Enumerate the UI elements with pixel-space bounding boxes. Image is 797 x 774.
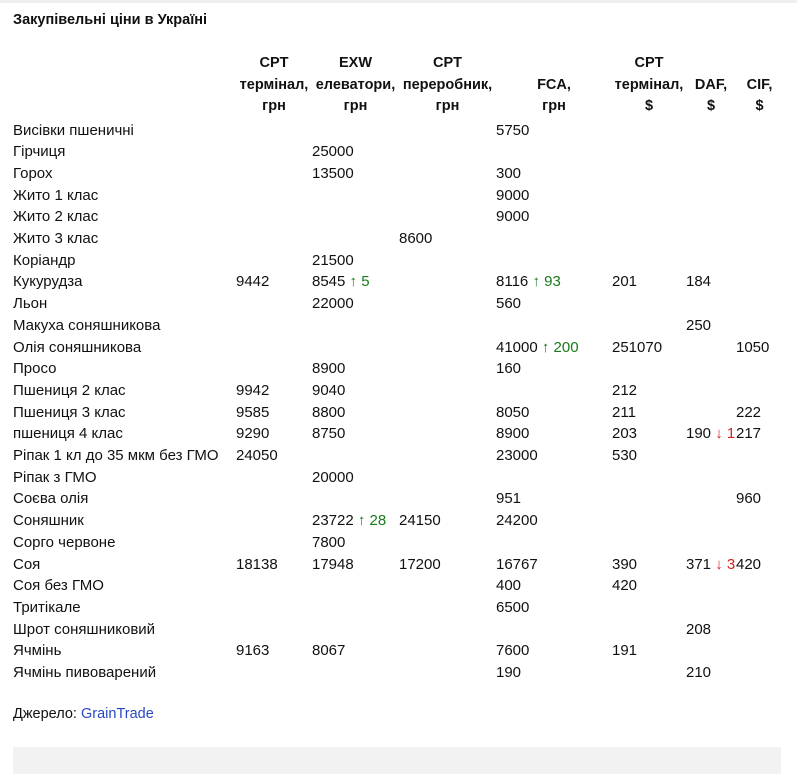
table-row	[13, 315, 783, 337]
price-change-up: ↑ 5	[349, 273, 370, 291]
product-name-cell: Гірчиця	[13, 143, 66, 161]
price-cell-daf-usd	[686, 206, 736, 228]
column-header-line: CPT	[259, 55, 289, 71]
price-cell-cpt-terminal-usd	[612, 185, 686, 207]
price-cell-cpt-processor-uah	[399, 120, 496, 142]
price-cell-cpt-processor-uah	[399, 380, 496, 402]
price-cell-exw-elevators-uah: 8750	[312, 425, 346, 443]
column-header-fca-uah	[496, 53, 612, 120]
price-cell-cpt-processor-uah	[399, 271, 496, 293]
price-cell-fca-uah	[496, 380, 612, 402]
price-cell-cpt-terminal-uah	[236, 532, 312, 554]
price-cell-cpt-terminal-usd	[612, 467, 686, 489]
table-row	[13, 141, 783, 163]
price-cell-daf-usd: 190 ↓ 1	[686, 425, 736, 443]
column-header-line: термінал,	[239, 76, 309, 93]
price-cell-fca-uah: 190	[496, 664, 522, 682]
price-cell-cif-usd	[736, 163, 783, 185]
price-cell-fca-uah	[496, 141, 612, 163]
column-header-line: DAF,	[694, 76, 728, 93]
price-cell-cpt-terminal-usd: 211	[612, 403, 636, 421]
price-cell-exw-elevators-uah	[312, 597, 399, 619]
product-name-cell: Ячмінь пивоварений	[13, 664, 157, 682]
column-header-line: грн	[435, 98, 460, 114]
price-cell-daf-usd	[686, 402, 736, 424]
price-cell-fca-uah: 41000 ↑ 200	[496, 338, 579, 356]
table-row	[13, 402, 783, 424]
table-header-row	[13, 53, 783, 120]
price-cell-cpt-processor-uah	[399, 315, 496, 337]
price-cell-fca-uah: 8116 ↑ 93	[496, 273, 561, 291]
product-name-cell: Макуха соняшникова	[13, 316, 161, 334]
table-row	[13, 380, 783, 402]
price-cell-fca-uah	[496, 467, 612, 489]
table-row	[13, 337, 783, 359]
price-cell-cpt-terminal-usd	[612, 315, 686, 337]
price-cell-daf-usd: 208	[686, 620, 712, 638]
price-cell-daf-usd: 371 ↓ 3	[686, 555, 736, 573]
price-cell-cif-usd: 222	[736, 403, 762, 421]
footer-panel	[13, 747, 781, 774]
price-cell-cpt-terminal-uah	[236, 662, 312, 684]
price-cell-cpt-terminal-usd	[612, 358, 686, 380]
product-name-cell: Соняшник	[13, 512, 84, 530]
table-row	[13, 185, 783, 207]
table-row	[13, 575, 783, 597]
price-cell-fca-uah: 23000	[496, 447, 538, 465]
price-cell-cpt-terminal-usd: 530	[612, 447, 638, 465]
price-cell-cpt-terminal-usd	[612, 228, 686, 250]
price-cell-daf-usd	[686, 488, 736, 510]
price-cell-cif-usd	[736, 532, 783, 554]
column-header-line: термінал,	[614, 76, 684, 93]
price-cell-fca-uah: 7600	[496, 642, 530, 660]
product-name-cell: Горох	[13, 164, 53, 182]
table-row	[13, 228, 783, 250]
price-cell-exw-elevators-uah	[312, 228, 399, 250]
price-cell-fca-uah: 9000	[496, 186, 530, 204]
price-cell-exw-elevators-uah: 8545 ↑ 5	[312, 273, 370, 291]
price-cell-cpt-processor-uah	[399, 532, 496, 554]
price-cell-daf-usd	[686, 185, 736, 207]
price-cell-cpt-terminal-usd: 201	[612, 273, 638, 291]
table-row	[13, 163, 783, 185]
price-cell-exw-elevators-uah: 8800	[312, 403, 346, 421]
price-cell-exw-elevators-uah: 25000	[312, 143, 354, 161]
price-cell-fca-uah: 24200	[496, 512, 538, 530]
price-cell-cpt-terminal-uah: 9163	[236, 642, 270, 660]
source-line	[13, 706, 154, 722]
price-cell-cpt-terminal-uah: 9942	[236, 381, 270, 399]
table-row	[13, 488, 783, 510]
price-cell-cpt-terminal-uah	[236, 337, 312, 359]
table-row	[13, 662, 783, 684]
product-name-cell: Ріпак з ГМО	[13, 468, 97, 486]
table-row	[13, 510, 783, 532]
column-header-line: грн	[262, 98, 286, 114]
price-cell-daf-usd	[686, 640, 736, 662]
price-cell-cpt-processor-uah	[399, 575, 496, 597]
table-row	[13, 467, 783, 489]
price-cell-exw-elevators-uah: 22000	[312, 295, 354, 313]
prices-table	[13, 53, 783, 684]
price-cell-cpt-terminal-usd	[612, 619, 686, 641]
price-cell-exw-elevators-uah: 7800	[312, 533, 346, 551]
price-cell-cpt-terminal-uah	[236, 315, 312, 337]
price-cell-cif-usd	[736, 206, 783, 228]
price-cell-cif-usd	[736, 250, 783, 272]
price-cell-cif-usd	[736, 510, 783, 532]
price-cell-fca-uah: 8900	[496, 425, 530, 443]
table-row	[13, 250, 783, 272]
table-row	[13, 120, 783, 142]
table-row	[13, 293, 783, 315]
price-cell-cif-usd	[736, 575, 783, 597]
column-header-line: CPT	[433, 55, 462, 71]
page-title: Закупівельні ціни в Україні	[13, 12, 208, 28]
price-cell-fca-uah: 300	[496, 164, 522, 182]
price-cell-cpt-terminal-uah	[236, 250, 312, 272]
price-cell-fca-uah	[496, 228, 612, 250]
column-header-cpt-terminal-usd	[612, 53, 686, 120]
price-cell-cpt-terminal-usd	[612, 141, 686, 163]
price-cell-cpt-processor-uah	[399, 423, 496, 445]
price-cell-daf-usd	[686, 293, 736, 315]
price-cell-exw-elevators-uah: 21500	[312, 251, 354, 269]
price-cell-exw-elevators-uah: 20000	[312, 468, 354, 486]
column-header-cpt-terminal-uah	[236, 53, 312, 120]
price-cell-daf-usd	[686, 532, 736, 554]
price-cell-exw-elevators-uah	[312, 185, 399, 207]
price-cell-cpt-terminal-usd	[612, 532, 686, 554]
price-cell-fca-uah	[496, 619, 612, 641]
price-cell-exw-elevators-uah: 17948	[312, 555, 354, 573]
price-cell-daf-usd	[686, 575, 736, 597]
price-cell-cpt-terminal-uah: 24050	[236, 447, 278, 465]
price-cell-daf-usd	[686, 467, 736, 489]
column-header-line: елеватори,	[315, 76, 396, 93]
price-cell-cpt-terminal-uah	[236, 228, 312, 250]
price-cell-cif-usd: 1050	[736, 338, 770, 356]
price-cell-cpt-processor-uah	[399, 445, 496, 467]
price-cell-cpt-terminal-uah: 9442	[236, 273, 270, 291]
price-cell-daf-usd	[686, 337, 736, 359]
product-name-cell: Ячмінь	[13, 642, 62, 660]
column-header-line: $	[755, 98, 764, 114]
price-cell-cpt-terminal-uah	[236, 467, 312, 489]
table-row	[13, 640, 783, 662]
column-header-exw-elevators-uah	[312, 53, 399, 120]
price-cell-exw-elevators-uah	[312, 337, 399, 359]
price-cell-exw-elevators-uah	[312, 120, 399, 142]
price-cell-cpt-processor-uah	[399, 185, 496, 207]
product-name-cell: Тритікале	[13, 598, 81, 616]
price-cell-cif-usd	[736, 120, 783, 142]
price-cell-cpt-processor-uah	[399, 163, 496, 185]
price-cell-cpt-terminal-usd: 203	[612, 425, 638, 443]
price-cell-cpt-terminal-usd: 191	[612, 642, 638, 660]
price-cell-cpt-terminal-usd: 251070	[612, 338, 663, 356]
column-header-line: грн	[542, 98, 566, 114]
price-cell-exw-elevators-uah: 23722 ↑ 28	[312, 512, 387, 530]
price-cell-cpt-terminal-usd	[612, 120, 686, 142]
price-cell-exw-elevators-uah	[312, 619, 399, 641]
top-divider	[0, 0, 797, 3]
product-name-cell: Соя без ГМО	[13, 577, 104, 595]
price-cell-fca-uah: 951	[496, 490, 522, 508]
price-cell-cpt-processor-uah: 17200	[399, 555, 441, 573]
price-cell-daf-usd	[686, 141, 736, 163]
column-header-line: $	[644, 98, 654, 114]
price-cell-daf-usd	[686, 597, 736, 619]
table-row	[13, 445, 783, 467]
price-cell-daf-usd	[686, 510, 736, 532]
price-cell-daf-usd	[686, 163, 736, 185]
product-name-cell: Олія соняшникова	[13, 338, 142, 356]
price-cell-cpt-processor-uah	[399, 662, 496, 684]
price-cell-cpt-processor-uah	[399, 141, 496, 163]
product-name-cell: Жито 2 клас	[13, 208, 99, 226]
price-cell-cif-usd	[736, 597, 783, 619]
price-cell-cif-usd: 420	[736, 555, 762, 573]
price-cell-daf-usd: 184	[686, 273, 712, 291]
price-cell-cpt-terminal-uah	[236, 619, 312, 641]
price-cell-daf-usd: 210	[686, 664, 712, 682]
price-cell-cpt-processor-uah	[399, 402, 496, 424]
price-cell-cif-usd	[736, 228, 783, 250]
price-cell-exw-elevators-uah	[312, 662, 399, 684]
price-cell-cif-usd	[736, 380, 783, 402]
price-cell-cpt-terminal-uah	[236, 358, 312, 380]
price-cell-cpt-terminal-uah	[236, 488, 312, 510]
product-name-cell: Жито 3 клас	[13, 230, 99, 248]
price-cell-cpt-processor-uah	[399, 640, 496, 662]
price-cell-cpt-terminal-uah	[236, 141, 312, 163]
price-cell-daf-usd	[686, 228, 736, 250]
price-change-up: ↑ 28	[357, 512, 387, 530]
product-name-cell: Висівки пшеничні	[13, 121, 134, 139]
price-cell-daf-usd	[686, 120, 736, 142]
price-cell-daf-usd	[686, 250, 736, 272]
product-name-cell: Ріпак 1 кл до 35 мкм без ГМО	[13, 447, 219, 465]
price-cell-exw-elevators-uah: 13500	[312, 164, 354, 182]
price-cell-cpt-processor-uah	[399, 358, 496, 380]
price-cell-cpt-processor-uah	[399, 619, 496, 641]
price-cell-cpt-processor-uah	[399, 250, 496, 272]
table-row	[13, 532, 783, 554]
price-cell-cpt-terminal-uah	[236, 206, 312, 228]
price-cell-cif-usd: 217	[736, 425, 762, 443]
price-cell-daf-usd: 250	[686, 316, 712, 334]
table-row	[13, 423, 783, 445]
price-cell-cpt-terminal-uah: 9585	[236, 403, 270, 421]
price-cell-exw-elevators-uah: 9040	[312, 381, 346, 399]
price-cell-cpt-processor-uah	[399, 337, 496, 359]
source-label: Джерело:	[13, 706, 77, 722]
price-cell-cpt-terminal-usd: 390	[612, 555, 638, 573]
price-cell-fca-uah: 6500	[496, 598, 530, 616]
price-change-up: ↑ 93	[532, 273, 561, 291]
price-change-down: ↓ 1	[715, 425, 736, 443]
price-cell-cpt-terminal-usd: 420	[612, 577, 638, 595]
price-cell-cpt-terminal-uah	[236, 120, 312, 142]
price-cell-fca-uah: 400	[496, 577, 522, 595]
price-cell-fca-uah: 5750	[496, 121, 530, 139]
table-row	[13, 271, 783, 293]
price-cell-daf-usd	[686, 380, 736, 402]
column-header-product	[13, 53, 236, 120]
price-cell-cif-usd	[736, 315, 783, 337]
product-name-cell: Шрот соняшниковий	[13, 620, 156, 638]
price-cell-cpt-terminal-uah	[236, 575, 312, 597]
product-name-cell: Кукурудза	[13, 273, 83, 291]
table-body	[13, 120, 783, 684]
product-name-cell: пшениця 4 клас	[13, 425, 123, 443]
price-cell-exw-elevators-uah	[312, 206, 399, 228]
product-name-cell: Пшениця 2 клас	[13, 381, 126, 399]
price-cell-cif-usd	[736, 358, 783, 380]
column-header-line: грн	[343, 98, 368, 114]
price-cell-cif-usd	[736, 141, 783, 163]
price-cell-cpt-terminal-uah	[236, 185, 312, 207]
price-cell-daf-usd	[686, 445, 736, 467]
price-cell-cpt-processor-uah	[399, 293, 496, 315]
price-cell-cif-usd	[736, 467, 783, 489]
price-cell-fca-uah: 16767	[496, 555, 538, 573]
price-cell-cif-usd	[736, 271, 783, 293]
price-cell-fca-uah	[496, 250, 612, 272]
column-header-cpt-processor-uah	[399, 53, 496, 120]
price-cell-exw-elevators-uah	[312, 575, 399, 597]
column-header-line: FCA,	[537, 76, 571, 93]
price-cell-cpt-terminal-uah: 9290	[236, 425, 270, 443]
price-cell-cpt-processor-uah	[399, 597, 496, 619]
price-cell-fca-uah	[496, 315, 612, 337]
price-cell-fca-uah: 9000	[496, 208, 530, 226]
product-name-cell: Коріандр	[13, 251, 76, 269]
column-header-line: $	[706, 98, 716, 114]
price-cell-cif-usd	[736, 619, 783, 641]
price-cell-cpt-terminal-usd: 212	[612, 381, 638, 399]
price-cell-fca-uah: 560	[496, 295, 522, 313]
price-cell-fca-uah: 8050	[496, 403, 530, 421]
price-cell-cif-usd	[736, 185, 783, 207]
column-header-line: CIF,	[746, 76, 773, 93]
column-header-line: переробник,	[402, 76, 493, 93]
price-cell-cpt-terminal-usd	[612, 250, 686, 272]
price-change-up: ↑ 200	[541, 338, 579, 356]
price-cell-cpt-terminal-usd	[612, 597, 686, 619]
price-cell-cpt-processor-uah: 8600	[399, 230, 433, 248]
column-header-daf-usd	[686, 53, 736, 120]
price-cell-cpt-terminal-usd	[612, 488, 686, 510]
table-row	[13, 554, 783, 576]
price-cell-cpt-terminal-uah	[236, 163, 312, 185]
price-cell-cpt-terminal-usd	[612, 206, 686, 228]
table-row	[13, 358, 783, 380]
price-cell-cpt-processor-uah: 24150	[399, 512, 441, 530]
price-cell-cif-usd	[736, 293, 783, 315]
price-cell-exw-elevators-uah: 8067	[312, 642, 346, 660]
product-name-cell: Соя	[13, 555, 41, 573]
price-cell-cpt-terminal-uah	[236, 510, 312, 532]
product-name-cell: Просо	[13, 360, 57, 378]
price-cell-cpt-terminal-usd	[612, 293, 686, 315]
price-cell-fca-uah: 160	[496, 360, 522, 378]
price-cell-cpt-processor-uah	[399, 467, 496, 489]
column-header-cif-usd	[736, 53, 783, 120]
price-cell-exw-elevators-uah: 8900	[312, 360, 346, 378]
price-cell-daf-usd	[686, 358, 736, 380]
price-change-down: ↓ 3	[715, 555, 736, 573]
price-cell-cpt-terminal-usd	[612, 510, 686, 532]
table-row	[13, 206, 783, 228]
price-cell-fca-uah	[496, 532, 612, 554]
price-cell-cif-usd	[736, 640, 783, 662]
price-cell-exw-elevators-uah	[312, 488, 399, 510]
source-link[interactable]: GrainTrade	[80, 706, 154, 722]
price-cell-exw-elevators-uah	[312, 445, 399, 467]
price-cell-cpt-terminal-usd	[612, 662, 686, 684]
table-row	[13, 619, 783, 641]
product-name-cell: Жито 1 клас	[13, 186, 99, 204]
column-header-line: EXW	[338, 55, 373, 71]
price-cell-cif-usd	[736, 662, 783, 684]
product-name-cell: Льон	[13, 295, 48, 313]
price-cell-cpt-terminal-uah: 18138	[236, 555, 278, 573]
table-row	[13, 597, 783, 619]
product-name-cell: Пшениця 3 клас	[13, 403, 126, 421]
price-cell-cpt-processor-uah	[399, 206, 496, 228]
price-cell-cpt-terminal-uah	[236, 293, 312, 315]
product-name-cell: Соєва олія	[13, 490, 89, 508]
price-cell-cif-usd: 960	[736, 490, 762, 508]
price-cell-cpt-terminal-uah	[236, 597, 312, 619]
product-name-cell: Сорго червоне	[13, 533, 116, 551]
price-cell-cpt-terminal-usd	[612, 163, 686, 185]
price-cell-cpt-processor-uah	[399, 488, 496, 510]
price-cell-exw-elevators-uah	[312, 315, 399, 337]
price-cell-cif-usd	[736, 445, 783, 467]
column-header-line: CPT	[634, 55, 664, 71]
